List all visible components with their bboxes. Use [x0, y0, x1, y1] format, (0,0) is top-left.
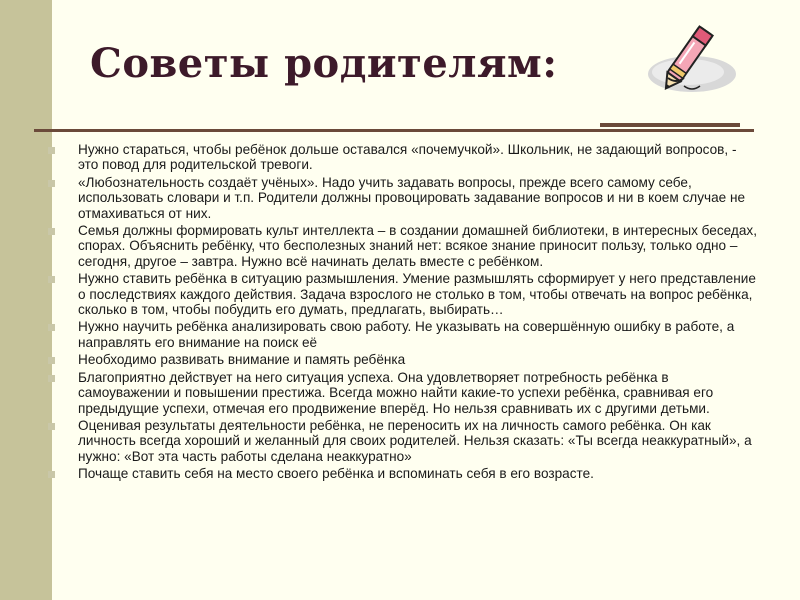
list-item: [48, 142, 758, 173]
list-item: [48, 319, 758, 350]
slide-title: Советы родителям:: [90, 40, 558, 87]
list-item-text: Необходимо развивать внимание и память ребёнка: [78, 352, 406, 368]
advice-list: [48, 142, 758, 484]
list-item-text: Нужно стараться, чтобы ребёнок дольше оставался «почемучкой». Школьник, не задающий вопросов, - это повод для родительской тревоги.: [78, 142, 737, 173]
bullet-icon: [48, 324, 55, 331]
list-item-text: Оценивая результаты деятельности ребёнка, не переносить их на личность самого ребёнка. Он как личность всегда хороший и желанный для своих родителей. Нельзя сказать: «Ты всегда неаккуратный», а нужно: «Вот эта часть работы сделана неаккуратно»: [78, 417, 752, 464]
list-item-text: Семья должны формировать культ интеллекта – в создании домашней библиотеки, в интересных беседах, спорах. Объяснить ребёнку, что бесполезных знаний нет: всякое знание приносит пользу, только одно – сегодня, другое – завтра. Нужно всё начинать делать вместе с ребёнком.: [78, 223, 757, 269]
bullet-icon: [48, 228, 55, 235]
list-item: [48, 175, 758, 221]
list-item: [48, 466, 758, 481]
bullet-icon: [48, 357, 55, 364]
bullet-icon: [48, 471, 55, 478]
list-item: [48, 271, 758, 317]
bullet-icon: [48, 180, 55, 187]
list-item-text: Нужно научить ребёнка анализировать свою работу. Не указывать на совершённую ошибку в работе, а направлять его внимание на поиск её: [78, 319, 735, 350]
list-item: [48, 370, 758, 416]
bullet-icon: [48, 375, 55, 382]
list-item-text: «Любознательность создаёт учёных». Надо учить задавать вопросы, прежде всего самому себе, использовать словари и т.п. Родители должны провоцировать задавание вопросов и ни в коем случае не отмахиваться от них.: [78, 174, 746, 221]
divider-accent: [600, 123, 740, 127]
list-item-text: Почаще ставить себя на место своего ребёнка и вспоминать себя в его возрасте.: [78, 466, 594, 482]
list-item: [48, 352, 758, 367]
list-item: [48, 418, 758, 464]
divider-line: [34, 129, 754, 132]
list-item: [48, 223, 758, 269]
list-item-text: Нужно ставить ребёнка в ситуацию размышления. Умение размышлять сформирует у него представление о последствиях каждого действия. Задача взрослого не столько в том, чтобы отвечать на вопрос ребёнка, сколько в том, чтобы побудить его думать, предлагать, выбирать…: [78, 271, 756, 318]
bullet-icon: [48, 276, 55, 283]
list-item-text: Благоприятно действует на него ситуация успеха. Она удовлетворяет потребность ребёнка в самоуважении и повышении престижа. Всегда можно найти какие-то успехи ребёнка, сравнивая его предыдущие успехи, отмечая его продвижение вперёд. Но нельзя сравнивать их с другими детьми.: [78, 369, 714, 416]
left-decorative-bar: [0, 0, 52, 600]
bullet-icon: [48, 423, 55, 430]
pencil-icon: [640, 8, 750, 100]
bullet-icon: [48, 147, 55, 154]
